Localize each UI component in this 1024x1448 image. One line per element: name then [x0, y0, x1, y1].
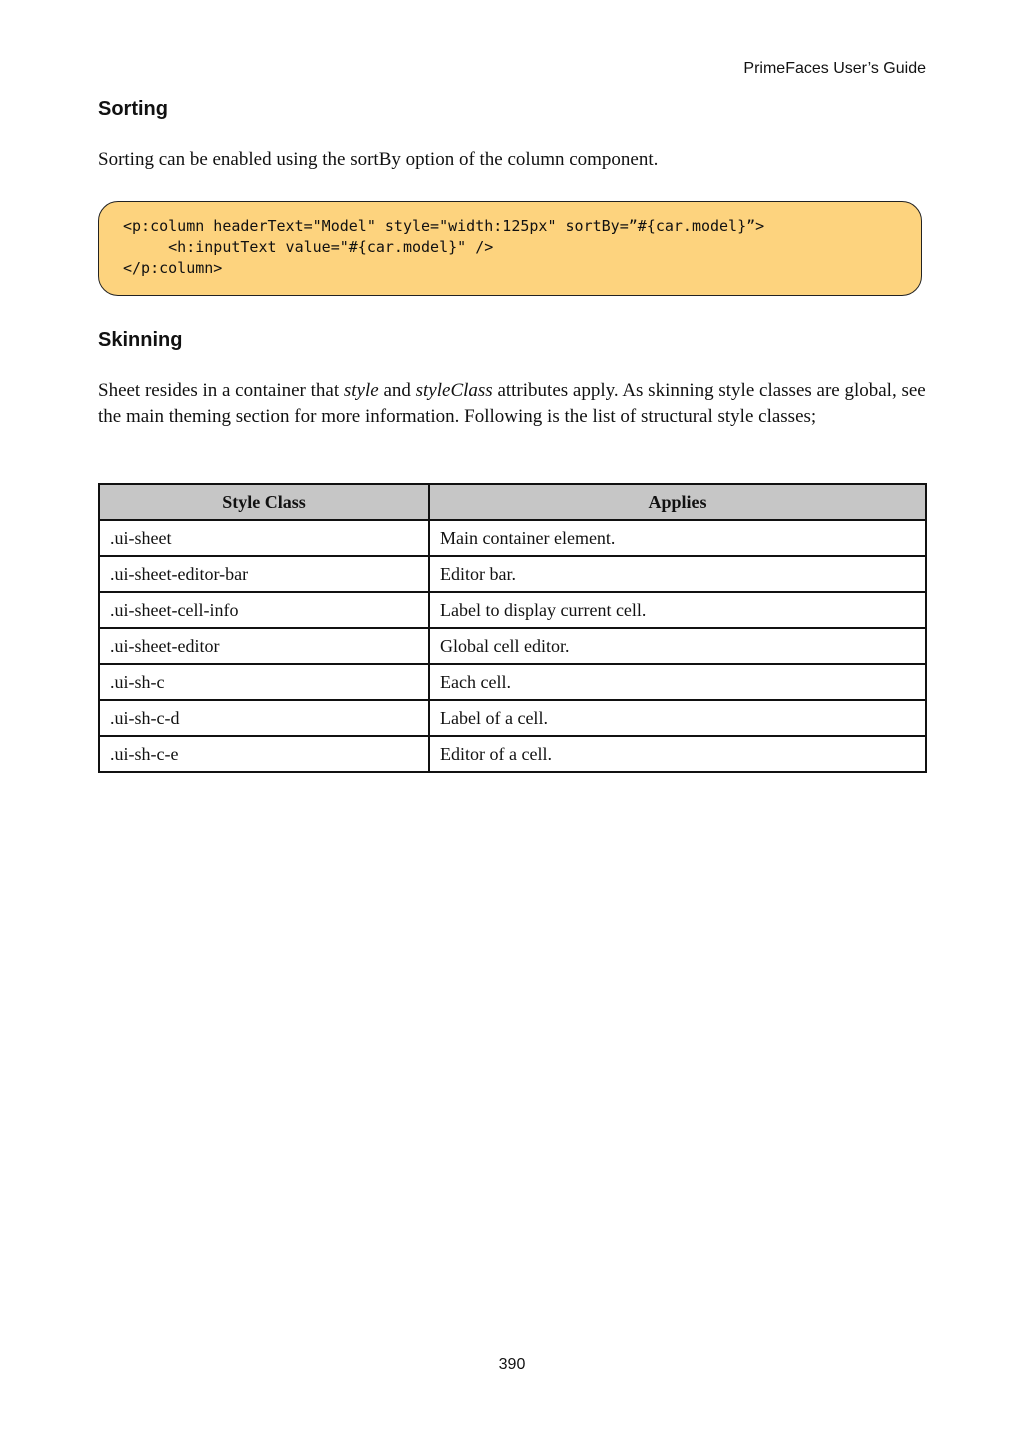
style-class-cell: .ui-sh-c [99, 664, 429, 700]
style-class-cell: .ui-sheet-editor [99, 628, 429, 664]
paragraph-text: Sheet resides in a container that [98, 380, 344, 401]
style-class-table [98, 483, 927, 773]
applies-cell: Each cell. [429, 664, 926, 700]
applies-cell: Editor bar. [429, 556, 926, 592]
column-header-style-class: Style Class [99, 484, 429, 520]
table-row [99, 520, 926, 556]
applies-cell: Main container element. [429, 520, 926, 556]
code-line: <h:inputText value="#{car.model}" /> [123, 238, 494, 256]
style-class-cell: .ui-sh-c-d [99, 700, 429, 736]
code-line: <p:column headerText="Model" style="width:125px" sortBy=”#{car.model}”> [123, 217, 765, 235]
code-block [98, 201, 922, 296]
style-class-cell: .ui-sheet-cell-info [99, 592, 429, 628]
style-class-cell: .ui-sheet [99, 520, 429, 556]
applies-cell: Editor of a cell. [429, 736, 926, 772]
code-line: </p:column> [123, 259, 223, 277]
section-title-sorting: Sorting [98, 98, 168, 120]
skinning-paragraph [98, 378, 928, 430]
attribute-style: style [343, 380, 379, 401]
table-row [99, 664, 926, 700]
applies-cell: Label of a cell. [429, 700, 926, 736]
paragraph-text: attributes apply. As skinning style classes are global, see the main theming section for more information. Following is the list of structural style classes; [98, 380, 926, 427]
column-header-applies: Applies [429, 484, 926, 520]
table-header-row [99, 484, 926, 520]
table-row [99, 628, 926, 664]
applies-cell: Label to display current cell. [429, 592, 926, 628]
style-class-cell: .ui-sh-c-e [99, 736, 429, 772]
table-row [99, 592, 926, 628]
table-row [99, 700, 926, 736]
page-number: 390 [498, 1356, 526, 1373]
sorting-paragraph: Sorting can be enabled using the sortBy option of the column component. [98, 149, 659, 170]
running-header: PrimeFaces User’s Guide [743, 60, 926, 77]
applies-cell: Global cell editor. [429, 628, 926, 664]
table-row [99, 556, 926, 592]
paragraph-text: and [378, 380, 416, 401]
section-title-skinning: Skinning [98, 329, 183, 351]
attribute-styleclass: styleClass [415, 380, 493, 401]
table-row [99, 736, 926, 772]
style-class-cell: .ui-sheet-editor-bar [99, 556, 429, 592]
